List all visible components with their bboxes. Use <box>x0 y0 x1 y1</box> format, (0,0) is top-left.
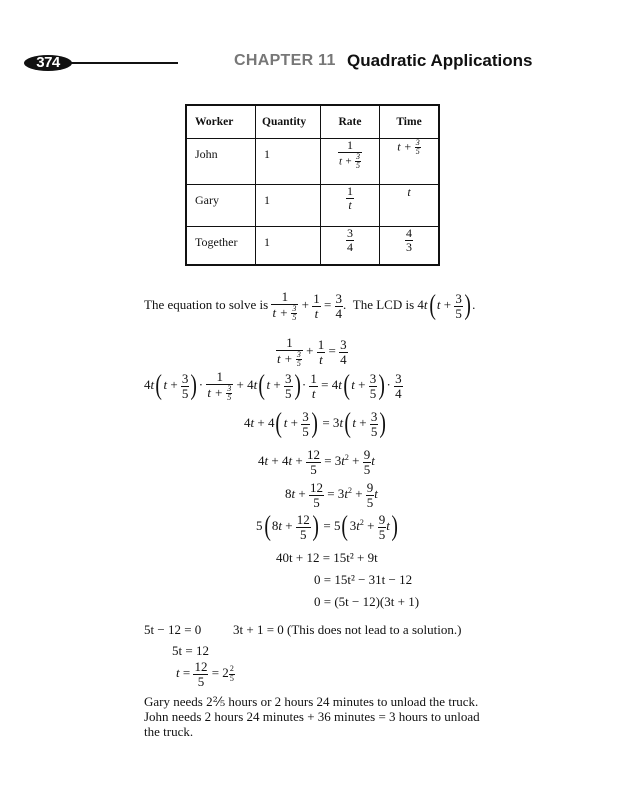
conclusion-line-1: Gary needs 2⅖ hours or 2 hours 24 minutes to unload the truck. <box>144 694 479 709</box>
chapter-title: Quadratic Applications <box>347 51 533 70</box>
cell-quantity: 1 <box>256 185 321 227</box>
cell-rate: 1 t + $\frac{3}{5}$ <box>321 139 380 185</box>
time-numerator: 4 <box>406 226 412 240</box>
col-header-worker: Worker <box>186 105 256 139</box>
solution-factor-1: 5t − 12 = 0 <box>144 622 202 637</box>
table-row <box>186 227 439 265</box>
equation-step-6: 5(8t + $\frac{12}{5}$ ) = $5(3t^2$ + $\frac{9}{5}$ t) <box>256 511 398 543</box>
equation-step-7: 40t + 12 = 15t² + 9t <box>276 550 378 565</box>
cell-time <box>380 227 440 265</box>
col-header-quantity: Quantity <box>256 105 321 139</box>
cell-time: t <box>380 185 440 227</box>
equation-intro-line: The equation to solve is 1 t + $\frac{3}{5}$ + $\frac{1}{t}$ = $\frac{3}{4}$ . The LCD is 4t(t + $\frac{3}{5}$ ). <box>144 289 476 323</box>
rate-numerator: 1 <box>346 138 353 152</box>
equation-step-5: 8t + $\frac{12}{5}$ = $3t^2$ + $\frac{9}{5}$ t <box>285 480 378 510</box>
equation-intro-text: The equation to solve is <box>144 297 269 313</box>
cell-rate <box>321 185 380 227</box>
cell-time: t + $\frac{3}{5}$ <box>380 139 440 185</box>
equation-step-2: 4t(t + $\frac{3}{5}$ )· 1 t + $\frac{3}{5}$ + 4t(t + $\frac{3}{5}$ )· $\frac{1}{t}$ = 4t(t + $\frac{3}{5}$ )· $\frac{3}{4}$ <box>144 369 402 403</box>
equation-step-9: 0 = (5t − 12)(3t + 1) <box>314 594 420 609</box>
col-header-rate: Rate <box>321 105 380 139</box>
equation-step-1: 1 t + $\frac{3}{5}$ + $\frac{1}{t}$ = $\frac{3}{4}$ <box>277 335 347 369</box>
solution-factor-2: 3t + 1 = 0 (This does not lead to a solution.) <box>233 622 462 637</box>
rate-numerator: 3 <box>347 226 353 240</box>
cell-worker: Together <box>186 227 256 265</box>
table-header-row <box>186 105 439 139</box>
chapter-label: CHAPTER 11 <box>234 52 336 69</box>
page-number-badge: 374 <box>24 55 72 71</box>
rate-denominator: t <box>346 198 354 212</box>
cell-quantity: 1 <box>256 227 321 265</box>
cell-worker: John <box>186 139 256 185</box>
lcd-intro-text: The LCD is <box>352 297 415 313</box>
solution-result: t = $\frac{12}{5}$ = 2 $\frac{2}{5}$ <box>176 659 234 689</box>
cell-quantity: 1 <box>256 139 321 185</box>
cell-rate <box>321 227 380 265</box>
cell-worker: Gary <box>186 185 256 227</box>
table-row <box>186 139 439 185</box>
table-row <box>186 185 439 227</box>
rate-denominator: 4 <box>347 239 353 254</box>
conclusion-line-3: the truck. <box>144 724 194 739</box>
time-denominator: 3 <box>406 239 412 254</box>
conclusion-line-2: John needs 2 hours 24 minutes + 36 minutes = 3 hours to unload <box>144 709 480 724</box>
conclusion-paragraph <box>144 694 534 739</box>
rate-numerator: 1 <box>347 184 353 198</box>
header-rule <box>70 62 178 64</box>
equation-step-3: 4t + 4(t + $\frac{3}{5}$ ) = 3t(t + $\frac{3}{5}$ ) <box>244 408 387 440</box>
work-rate-table <box>185 104 440 266</box>
equation-step-8: 0 = 15t² − 31t − 12 <box>314 572 413 587</box>
solution-step: 5t = 12 <box>172 643 209 658</box>
equation-step-4: 4t + 4t + $\frac{12}{5}$ = $3t^2$ + $\frac{9}{5}$ t <box>258 447 375 477</box>
col-header-time: Time <box>380 105 440 139</box>
